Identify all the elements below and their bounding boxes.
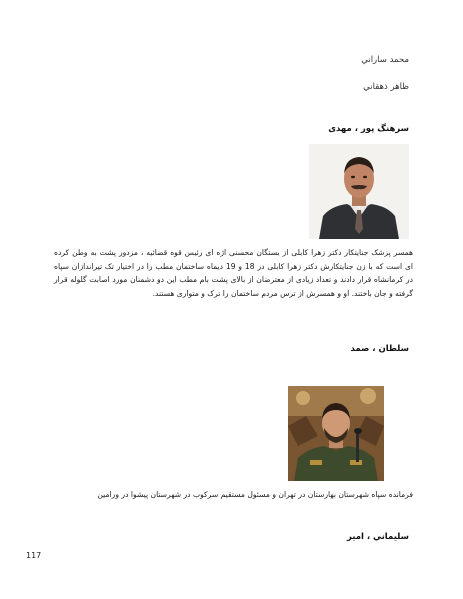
entry-heading-2: سلطان ، صمد — [350, 344, 409, 354]
portrait-photo-man-military-uniform-icon — [288, 386, 384, 481]
portrait-photo-2 — [288, 386, 384, 481]
entry-heading-1: سرهنگ پور ، مهدی — [328, 124, 409, 134]
name-line-1: محمد ساراني — [361, 55, 409, 65]
portrait-photo-man-suit-icon — [309, 144, 409, 239]
entry-heading-3: سلیماني ، امیر — [346, 532, 409, 542]
portrait-photo-1 — [309, 144, 409, 239]
entry-description-1: همسر پزشک جنایتکار دکتر زهرا کابلی از بستگان محسنی اژه ای رئیس قوه قضائیه ، مزدور پشت به وطن کرده ای است که با زن جنایتکارش دکتر زهرا کابلی در 18 و 19 دیماه ساختمان مطب را در اختیار تک تیراندازان سپاه در کرمانشاه قرار دادند و تعداد زیادی از معترضان از بالای پشت بام مطب این دو دشمنان مورد اصابت گلوله قرار گرفته و جان باختند. او و همسرش از ترس مردم ساختمان را ترک و متواری هستند. — [54, 248, 413, 298]
name-line-2: ظاهر ذهقاني — [363, 82, 409, 92]
entry-description-2: فرمانده سپاه شهرستان بهارستان در تهران و مسئول مستقیم سرکوب در شهرستان پیشوا در ورامین — [97, 490, 413, 499]
page-number: 117 — [26, 551, 42, 560]
